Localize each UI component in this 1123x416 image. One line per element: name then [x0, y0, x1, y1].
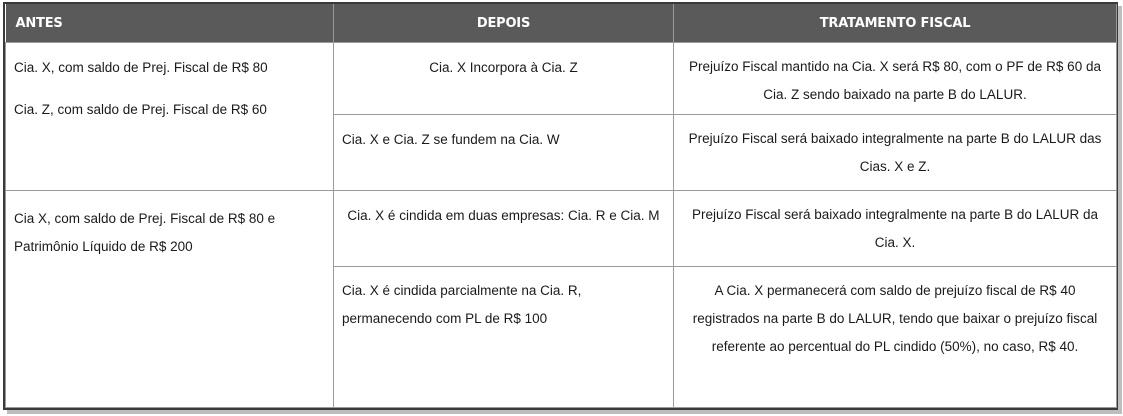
header-depois: DEPOIS: [334, 4, 674, 43]
depois-line: permanecendo com PL de R$ 100: [342, 311, 548, 326]
tratamento-line: Prejuízo Fiscal será baixado integralmente na parte B do LALUR da: [692, 207, 1098, 222]
fiscal-treatment-table: [5, 4, 1117, 408]
depois-cell: [334, 115, 674, 191]
depois-line: Cia. X é cindida em duas empresas: Cia. R e Cia. M: [347, 208, 660, 223]
table-row: [6, 43, 1117, 115]
header-row: [6, 4, 1117, 43]
tratamento-line: referente ao percentual do PL cindido (50%), no caso, R$ 40.: [711, 339, 1079, 354]
tratamento-line: Prejuízo Fiscal será baixado integralmente na parte B do LALUR das: [688, 131, 1102, 146]
antes-line: Cia X, com saldo de Prej. Fiscal de R$ 80 e: [14, 211, 276, 226]
table-row: [6, 191, 1117, 267]
depois-line: Cia. X e Cia. Z se fundem na Cia. W: [342, 132, 560, 147]
depois-line: Cia. X Incorpora à Cia. Z: [429, 60, 578, 75]
header-tratamento-fiscal: TRATAMENTO FISCAL: [674, 4, 1117, 43]
depois-cell: [334, 191, 674, 267]
header-antes: ANTES: [6, 4, 334, 43]
depois-cell: [334, 43, 674, 115]
tratamento-line: registrados na parte B do LALUR, tendo que baixar o prejuízo fiscal: [692, 311, 1098, 326]
tratamento-line: Prejuízo Fiscal mantido na Cia. X será R$ 80, com o PF de R$ 60 da: [689, 59, 1101, 74]
depois-cell: [334, 267, 674, 408]
antes-line: Patrimônio Líquido de R$ 200: [14, 239, 193, 254]
tratamento-line: A Cia. X permanecerá com saldo de prejuízo fiscal de R$ 40: [714, 283, 1076, 298]
tratamento-cell: [674, 267, 1117, 408]
tratamento-cell: [674, 43, 1117, 115]
antes-line: Cia. X, com saldo de Prej. Fiscal de R$ 80: [14, 60, 268, 75]
tratamento-line: Cias. X e Z.: [859, 159, 931, 174]
antes-cell: [6, 191, 334, 408]
depois-line: Cia. X é cindida parcialmente na Cia. R,: [342, 283, 582, 298]
tratamento-cell: [674, 191, 1117, 267]
tratamento-cell: [674, 115, 1117, 191]
fiscal-table-frame: [3, 2, 1118, 410]
antes-cell: [6, 43, 334, 191]
tratamento-line: Cia. Z sendo baixado na parte B do LALUR.: [763, 87, 1027, 102]
antes-line: Cia. Z, com saldo de Prej. Fiscal de R$ 60: [14, 102, 267, 117]
tratamento-line: Cia. X.: [874, 235, 916, 250]
